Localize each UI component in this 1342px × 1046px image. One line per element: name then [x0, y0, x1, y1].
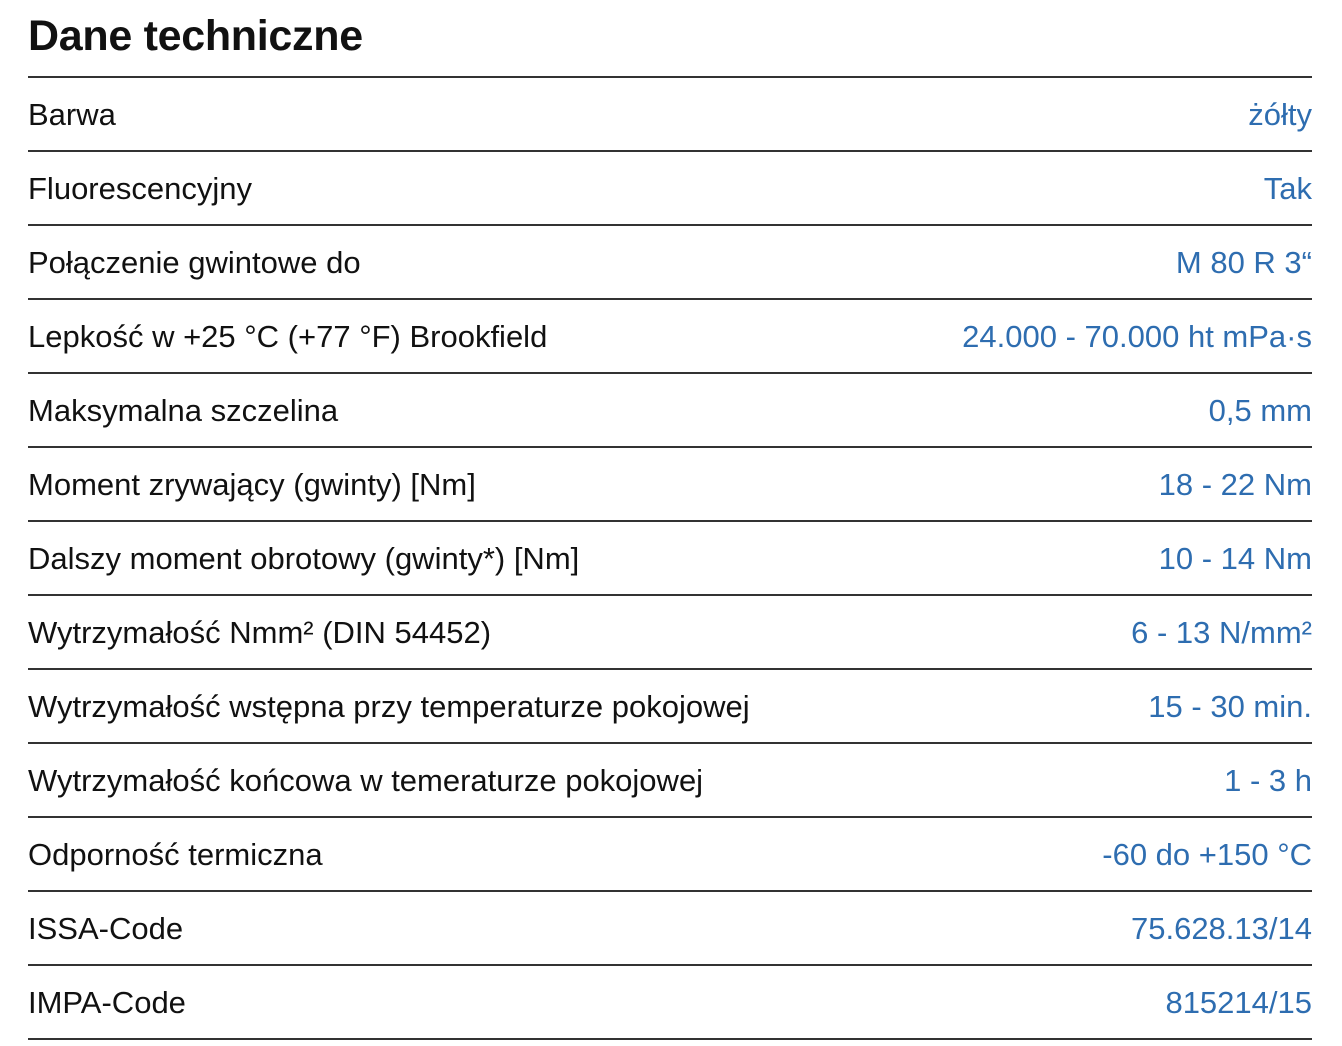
row-value: 0,5 mm [1208, 393, 1312, 428]
row-value: 18 - 22 Nm [1158, 467, 1312, 502]
row-value: 15 - 30 min. [1148, 689, 1312, 724]
row-value: 24.000 - 70.000 ht mPa·s [962, 319, 1312, 354]
row-label: Fluorescencyjny [28, 171, 252, 206]
table-row [28, 226, 1312, 300]
row-label: Maksymalna szczelina [28, 393, 339, 428]
row-label: ISSA-Code [28, 911, 184, 946]
row-value: 75.628.13/14 [1130, 911, 1312, 946]
table-row [28, 448, 1312, 522]
table-row [28, 152, 1312, 226]
row-label: Odporność termiczna [28, 837, 323, 872]
page-title: Dane techniczne [28, 12, 363, 60]
table-row [28, 596, 1312, 670]
row-value: 6 - 13 N/mm² [1131, 615, 1312, 650]
table-row [28, 300, 1312, 374]
table-row [28, 374, 1312, 448]
row-label: Wytrzymałość wstępna przy temperaturze pokojowej [28, 689, 750, 724]
row-value: 815214/15 [1165, 985, 1312, 1020]
table-row [28, 966, 1312, 1040]
row-value: -60 do +150 °C [1102, 837, 1312, 872]
row-label: Dalszy moment obrotowy (gwinty*) [Nm] [28, 541, 580, 576]
table-row [28, 892, 1312, 966]
row-label: Barwa [28, 97, 116, 132]
row-label: Połączenie gwintowe do [28, 245, 361, 280]
row-label: Lepkość w +25 °C (+77 °F) Brookfield [28, 319, 548, 354]
row-value: M 80 R 3“ [1175, 245, 1312, 280]
row-value: 10 - 14 Nm [1158, 541, 1312, 576]
row-label: IMPA-Code [28, 985, 186, 1020]
row-value: żółty [1248, 97, 1312, 132]
row-label: Wytrzymałość Nmm² (DIN 54452) [28, 615, 492, 650]
table-row [28, 78, 1312, 152]
row-label: Moment zrywający (gwinty) [Nm] [28, 467, 476, 502]
row-value: Tak [1263, 171, 1312, 206]
row-value: 1 - 3 h [1224, 763, 1312, 798]
table-row [28, 522, 1312, 596]
table-row [28, 670, 1312, 744]
table-row [28, 818, 1312, 892]
technical-data-table [28, 76, 1312, 1040]
table-row [28, 744, 1312, 818]
row-label: Wytrzymałość końcowa w temeraturze pokojowej [28, 763, 704, 798]
